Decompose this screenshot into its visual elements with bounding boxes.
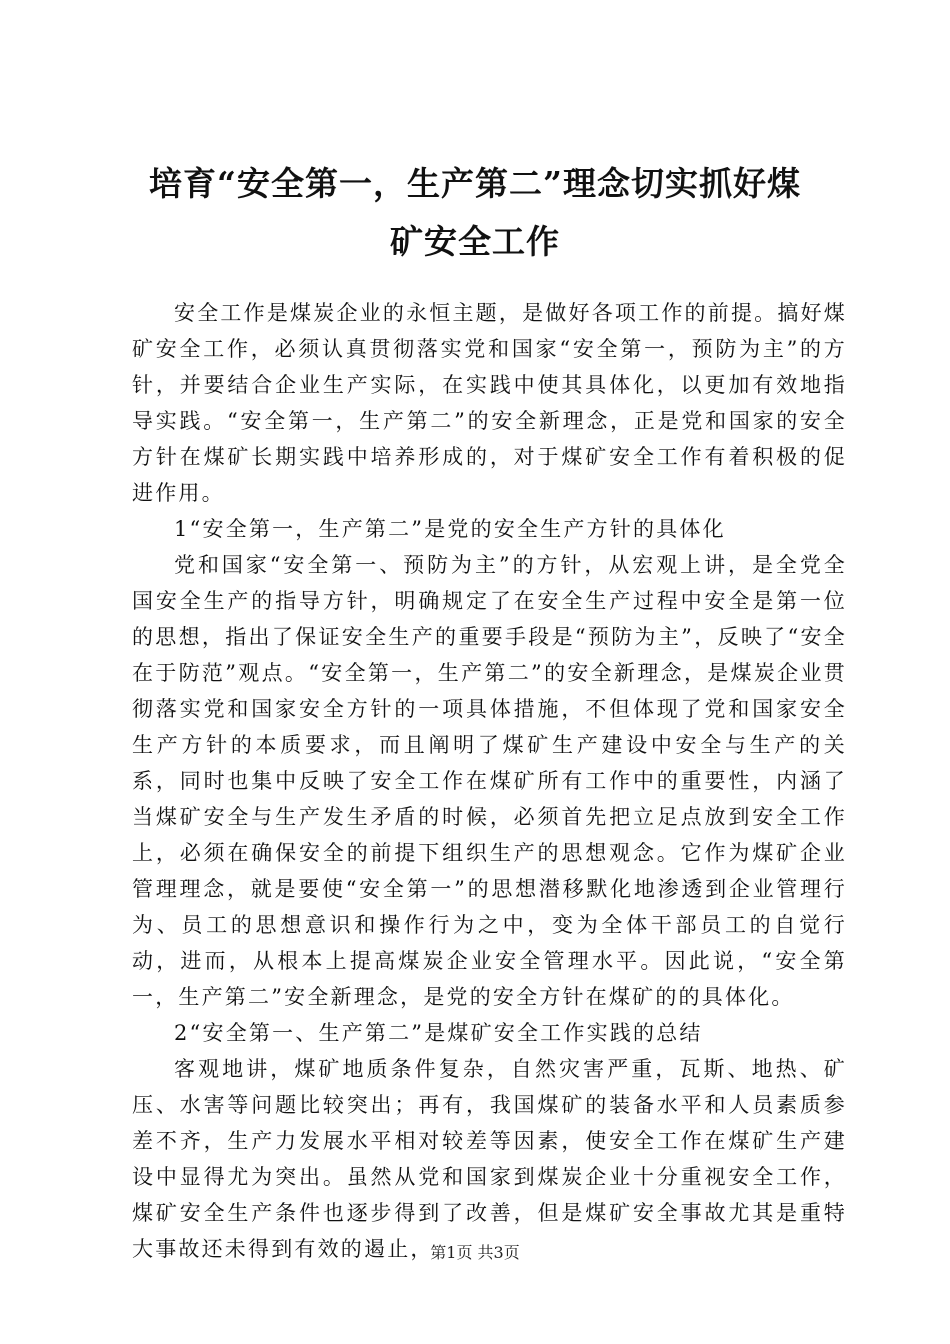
paragraph-intro: 安全工作是煤炭企业的永恒主题，是做好各项工作的前提。搞好煤矿安全工作，必须认真贯彻落实党和国家“安全第一，预防为主”的方针，并要结合企业生产实际，在实践中使其具体化，以更加有效地指导实践。“安全第一，生产第二”的安全新理念，正是党和国家的安全方针在煤矿长期实践中培养形成的，对于煤矿安全工作有着积极的促进作用。 <box>132 301 847 505</box>
section-heading-1: 1“安全第一，生产第二”是党的安全生产方针的具体化 <box>174 517 726 541</box>
document-body <box>132 295 847 1267</box>
document-title-line-2: 矿安全工作 <box>390 222 560 261</box>
page-footer: 第1页 共3页 <box>430 1243 520 1262</box>
section-heading-2: 2“安全第一、生产第二”是煤矿安全工作实践的总结 <box>174 1021 703 1045</box>
paragraph-section-1: 党和国家“安全第一、预防为主”的方针，从宏观上讲，是全党全国安全生产的指导方针，明确规定了在安全生产过程中安全是第一位的思想，指出了保证安全生产的重要手段是“预防为主”，反映了“安全在于防范”观点。“安全第一，生产第二”的安全新理念，是煤炭企业贯彻落实党和国家安全方针的一项具体措施，不但体现了党和国家安全生产方针的本质要求，而且阐明了煤矿生产建设中安全与生产的关系，同时也集中反映了安全工作在煤矿所有工作中的重要性，内涵了当煤矿安全与生产发生矛盾的时候，必须首先把立足点放到安全工作上，必须在确保安全的前提下组织生产的思想观念。它作为煤矿企业管理理念，就是要使“安全第一”的思想潜移默化地渗透到企业管理行为、员工的思想意识和操作行为之中，变为全体干部员工的自觉行动，进而，从根本上提高煤炭企业安全管理水平。因此说，“安全第一，生产第二”安全新理念，是党的安全方针在煤矿的的具体化。 <box>132 553 847 1009</box>
paragraph-section-2: 客观地讲，煤矿地质条件复杂，自然灾害严重，瓦斯、地热、矿压、水害等问题比较突出；再有，我国煤矿的装备水平和人员素质参差不齐，生产力发展水平相对较差等因素，使安全工作在煤矿生产建设中显得尤为突出。虽然从党和国家到煤炭企业十分重视安全工作，煤矿安全生产条件也逐步得到了改善，但是煤矿安全事故尤其是重特大事故还未得到有效的遏止， <box>132 1057 847 1261</box>
document-title-line-1: 培育“安全第一，生产第二”理念切实抓好煤 <box>149 164 801 203</box>
